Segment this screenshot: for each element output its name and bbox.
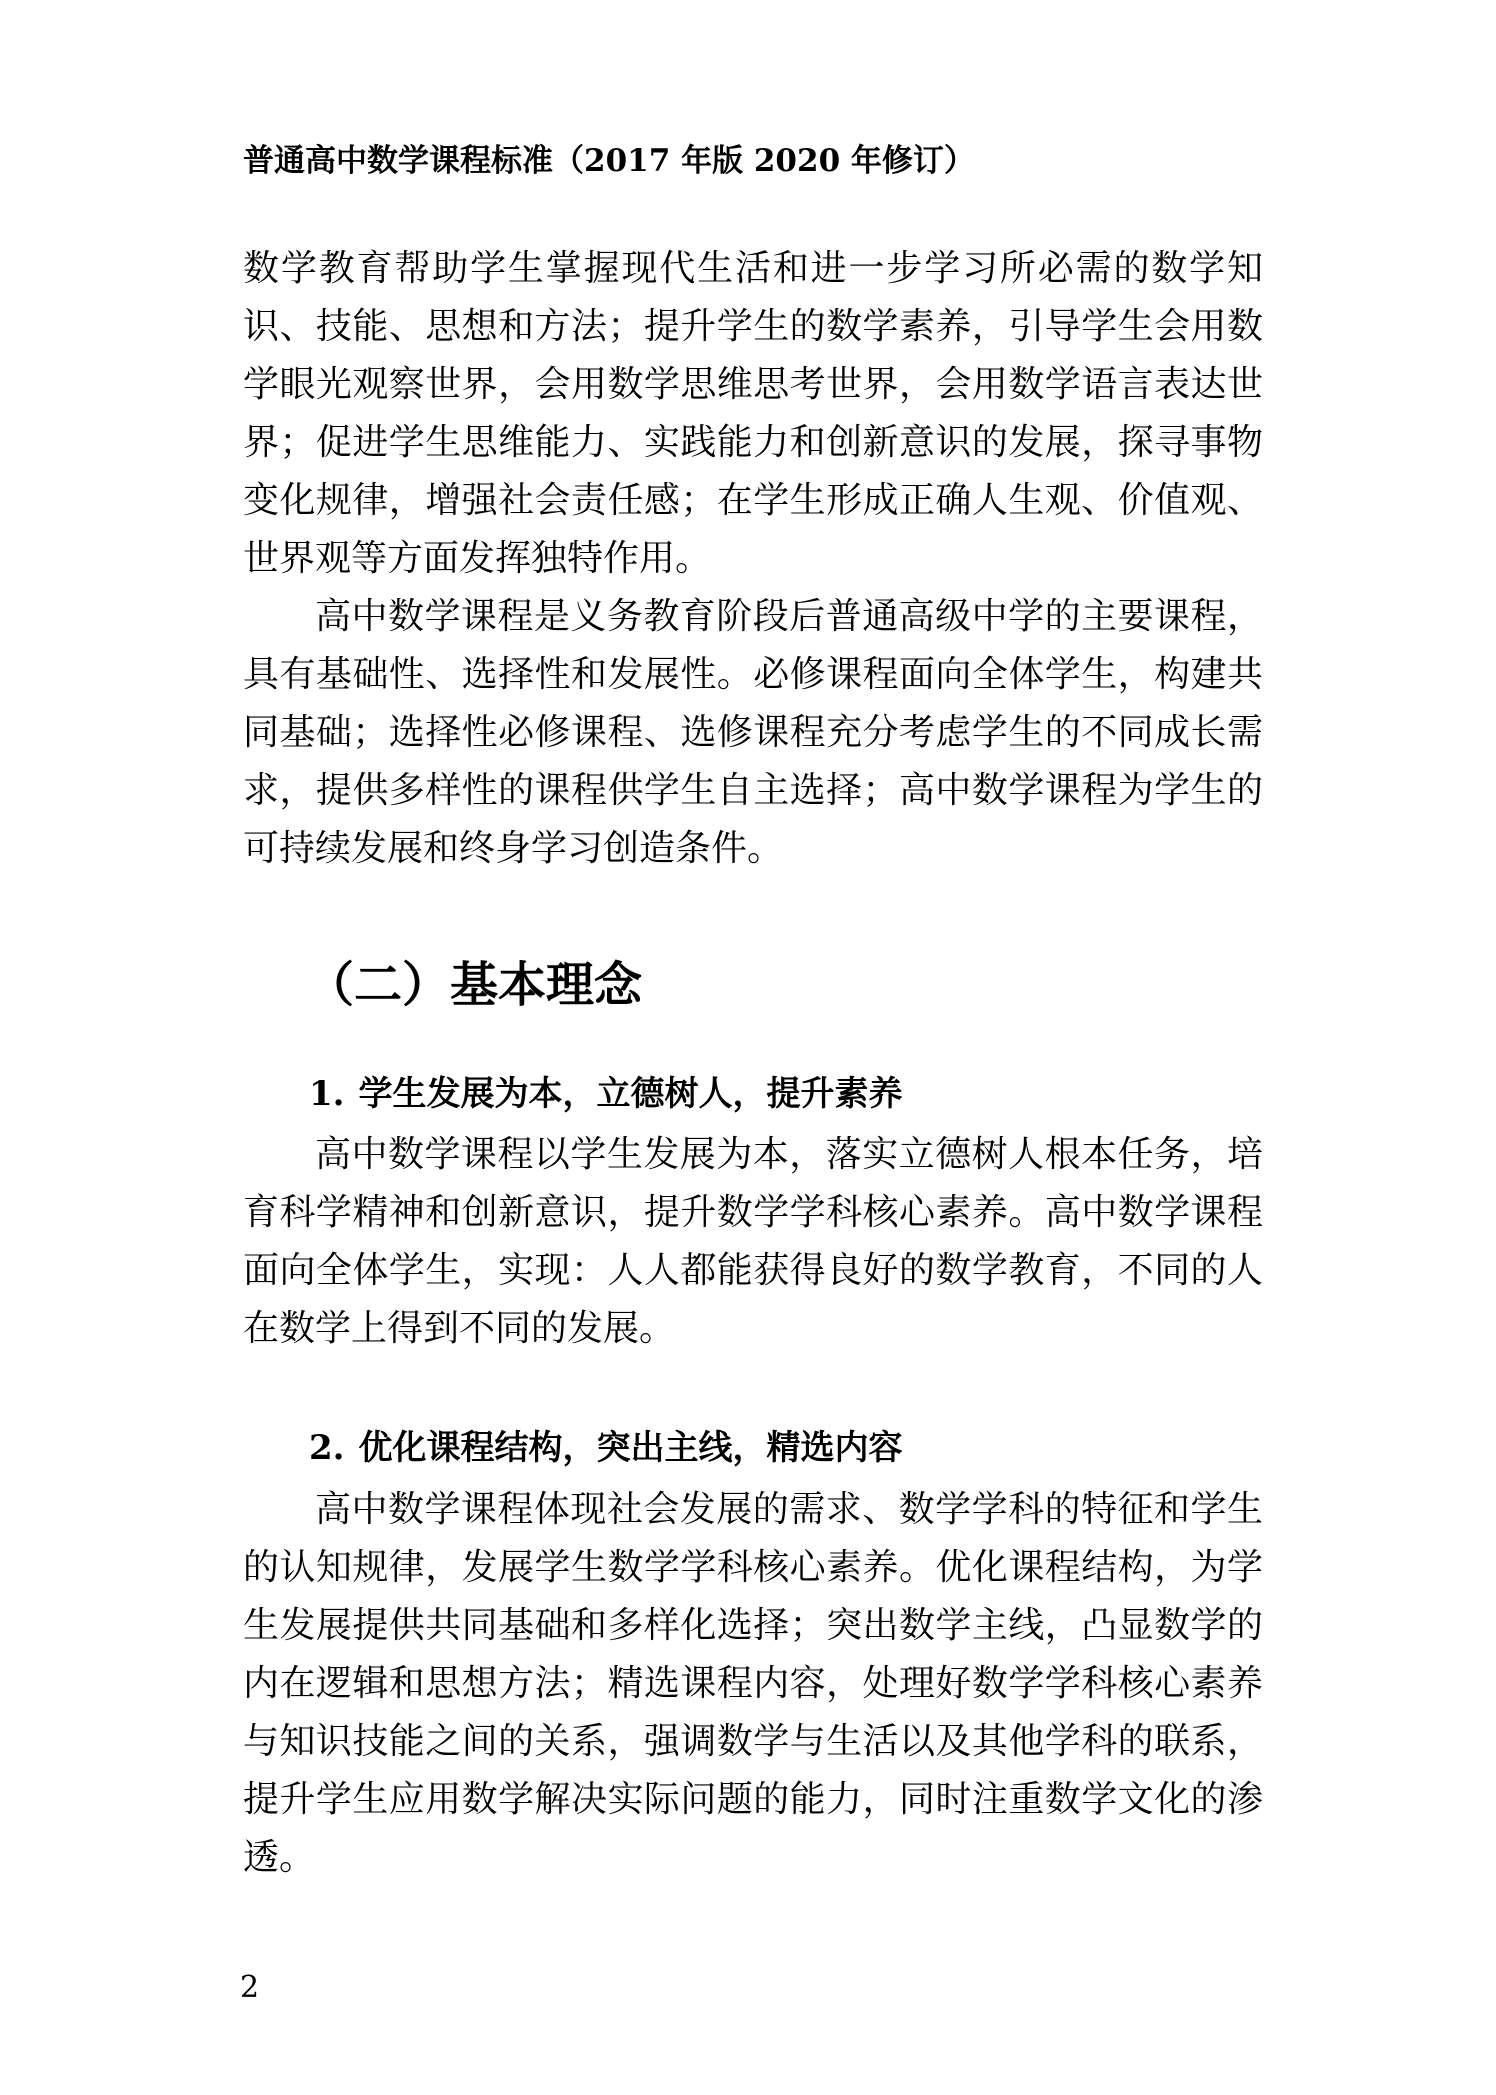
subsection-number-1: 1. — [309, 1074, 345, 1114]
page-number: 2 — [240, 1970, 260, 2005]
subsection-heading-text-1: 学生发展为本，立德树人，提升素养 — [358, 1074, 903, 1114]
subsection-heading-text-2: 优化课程结构，突出主线，精选内容 — [358, 1428, 903, 1468]
paragraph-intro-2: 高中数学课程是义务教育阶段后普通高级中学的主要课程，具有基础性、选择性和发展性。必修课程面向全体学生，构建共同基础；选择性必修课程、选修课程充分考虑学生的不同成长需求，提供多样性的课程供学生自主选择；高中数学课程为学生的可持续发展和终身学习创造条件。 — [243, 596, 1263, 869]
subsection-heading-1 — [309, 1071, 903, 1117]
paragraph-subsection-2: 高中数学课程体现社会发展的需求、数学学科的特征和学生的认知规律，发展学生数学学科核心素养。优化课程结构，为学生发展提供共同基础和多样化选择；突出数学主线，凸显数学的内在逻辑和思想方法；精选课程内容，处理好数学学科核心素养与知识技能之间的关系，强调数学与生活以及其他学科的联系，提升学生应用数学解决实际问题的能力，同时注重数学文化的渗透。 — [243, 1489, 1263, 1878]
subsection-number-2: 2. — [309, 1428, 345, 1468]
section-title: （二）基本理念 — [306, 957, 643, 1013]
paragraph-subsection-1: 高中数学课程以学生发展为本，落实立德树人根本任务，培育科学精神和创新意识，提升数学学科核心素养。高中数学课程面向全体学生，实现：人人都能获得良好的数学教育，不同的人在数学上得到不同的发展。 — [243, 1134, 1263, 1349]
paragraph-intro-1: 数学教育帮助学生掌握现代生活和进一步学习所必需的数学知识、技能、思想和方法；提升学生的数学素养，引导学生会用数学眼光观察世界，会用数学思维思考世界，会用数学语言表达世界；促进学生思维能力、实践能力和创新意识的发展，探寻事物变化规律，增强社会责任感；在学生形成正确人生观、价值观、世界观等方面发挥独特作用。 — [243, 248, 1263, 579]
running-header: 普通高中数学课程标准（2017 年版 2020 年修订） — [243, 143, 975, 179]
subsection-heading-2 — [309, 1425, 903, 1471]
